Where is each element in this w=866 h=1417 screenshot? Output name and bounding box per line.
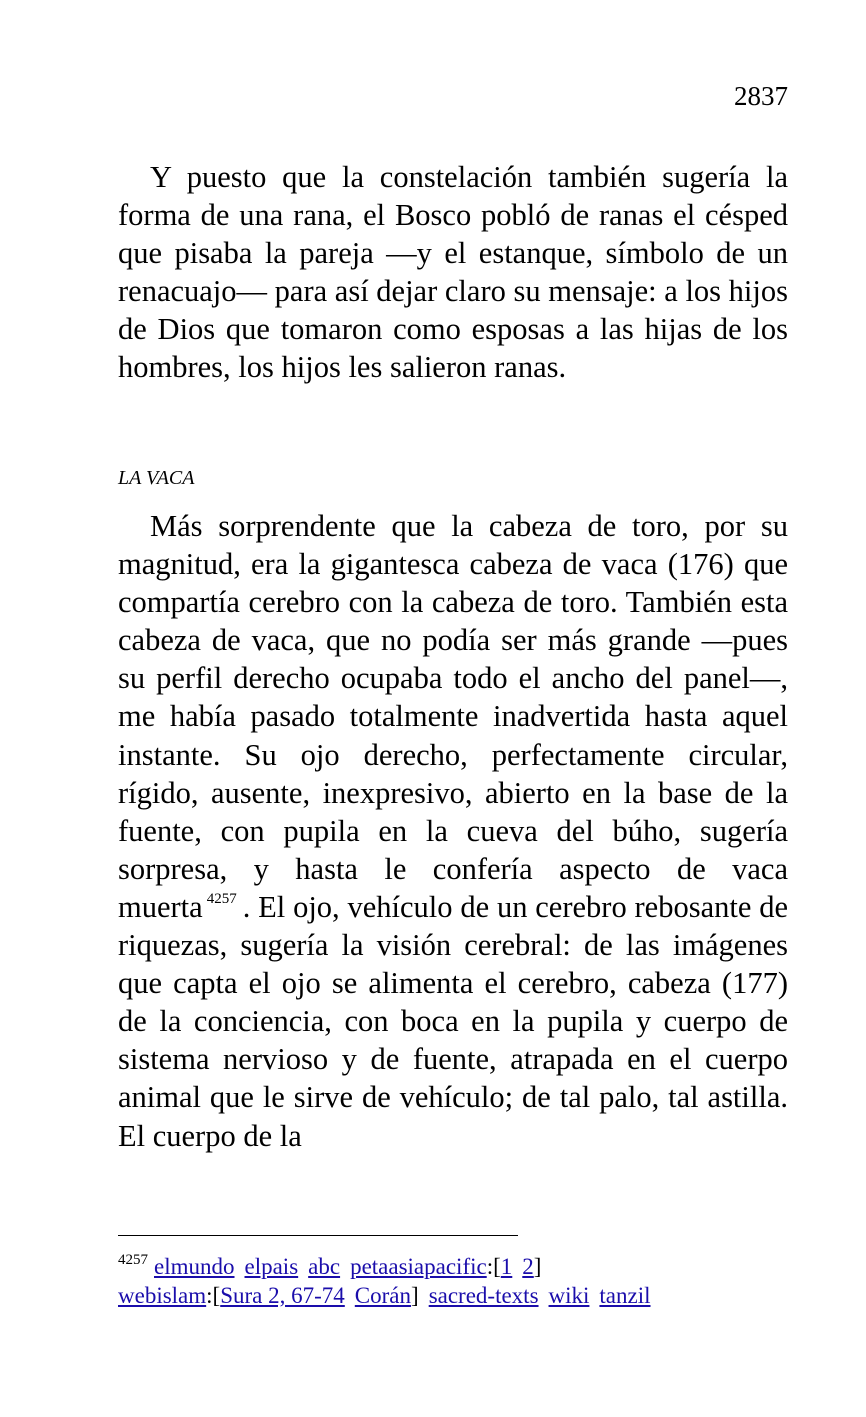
paragraph-cow: [118, 507, 788, 1155]
footnote-reference[interactable]: 4257: [206, 890, 237, 907]
footnote-number: 4257: [118, 1252, 148, 1268]
page-number: 2837: [734, 81, 788, 111]
link-petaasiapacific-2[interactable]: 2: [522, 1254, 534, 1279]
link-petaasiapacific[interactable]: petaasiapacific: [350, 1254, 487, 1279]
footnote-divider: [118, 1235, 518, 1236]
link-elpais[interactable]: elpais: [244, 1254, 299, 1279]
link-sacred-texts[interactable]: sacred-texts: [428, 1283, 539, 1308]
section-heading: LA VACA: [118, 467, 195, 489]
paragraph-frog: Y puesto que la constelación también sugería la forma de una rana, el Bosco pobló de ranas el césped que pisaba la pareja —y el estanque, símbolo de un renacuajo— para así dejar claro su mensaje: a los hijos de Dios que tomaron como esposas a las hijas de los hombres, los hijos les salieron ranas.: [118, 160, 788, 385]
link-abc[interactable]: abc: [308, 1254, 341, 1279]
link-tanzil[interactable]: tanzil: [599, 1283, 651, 1308]
footnote: [118, 1252, 788, 1310]
link-sura[interactable]: Sura 2, 67-74: [220, 1283, 345, 1308]
paragraph-cow-text-before: Más sorprendente que la cabeza de toro, por su magnitud, era la gigantesca cabeza de vaca (176) que compartía cerebro con la cabeza de toro. También esta cabeza de vaca, que no podía ser más grande —pues su perfil derecho ocupaba todo el ancho del panel—, me había pasado totalmente inadvertida hasta aquel instante. Su ojo derecho, perfectamente circular, rígido, ausente, inexpresivo, abierto en la base de la fuente, con pupila en la cueva del búho, sugería sorpresa, y hasta le confería aspecto de vaca muerta: [118, 509, 788, 924]
link-webislam[interactable]: webislam: [118, 1283, 207, 1308]
footnote-line-2: webislam:[Sura 2, 67-74 Corán] sacred-texts wiki tanzil: [118, 1283, 651, 1308]
link-wiki[interactable]: wiki: [548, 1283, 590, 1308]
link-coran[interactable]: Corán: [354, 1283, 412, 1308]
paragraph-cow-text-after: . El ojo, vehículo de un cerebro rebosante de riquezas, sugería la visión cerebral: de las imágenes que capta el ojo se alimenta el cerebro, cabeza (177) de la conciencia, con boca en la pupila y cuerpo de sistema nervioso y de fuente, atrapada en el cuerpo animal que le sirve de vehículo; de tal palo, tal astilla. El cuerpo de la: [118, 889, 788, 1153]
footnote-line-1: $^{4257}$ elmundo elpais abc petaasiapacific:[1 2]: [118, 1252, 542, 1279]
link-elmundo[interactable]: elmundo: [154, 1254, 235, 1279]
link-petaasiapacific-1[interactable]: 1: [500, 1254, 513, 1279]
